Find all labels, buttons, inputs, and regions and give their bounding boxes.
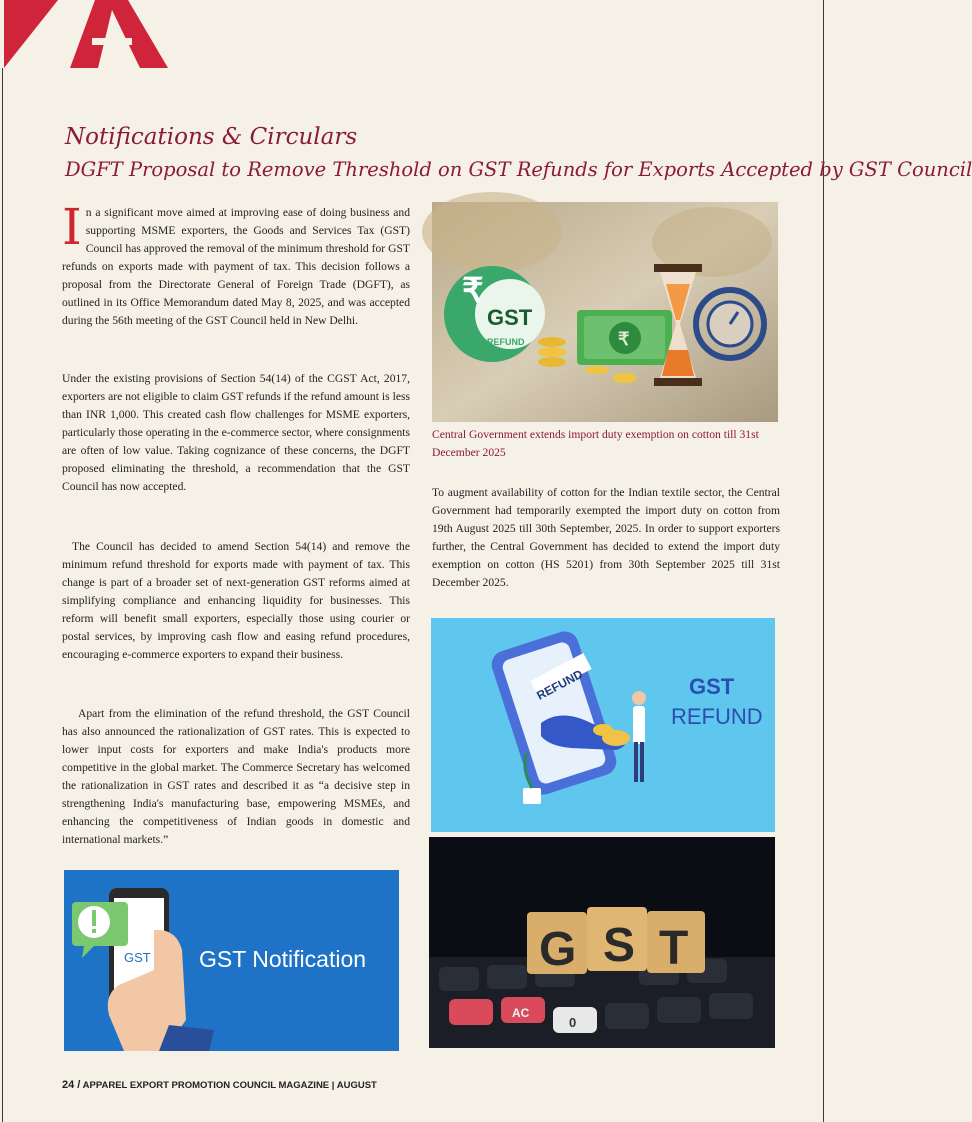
page-number: 24 / xyxy=(62,1079,81,1091)
refund-badge-label: REFUND xyxy=(487,337,525,347)
paragraph-2: Under the existing provisions of Section 54(14) of the CGST Act, 2017, exporters are not eligible to claim GST refunds if the refund amount is less than INR 1,000. This created cash flow challenges for MSME exporters, particularly those operating in the e-commerce sector, where consignments are often of low value. Taking cognizance of these concerns, the DGFT proposed eliminating the threshold, a recommendation that the GST Council has now accepted. xyxy=(62,372,410,493)
gst-refund-subtitle: REFUND xyxy=(671,704,763,729)
cotton-caption: Central Government extends import duty exemption on cotton till 31st December 2025 xyxy=(432,428,759,459)
gst-notification-image xyxy=(64,870,399,1051)
calculator-ac-key: AC xyxy=(512,1006,530,1020)
paragraph-1-text: n a significant move aimed at improving ease of doing business and supporting MSME exporters, the Goods and Services Tax (GST) Council has approved the removal of the minimum threshold for GST refunds on exports made with payment of tax. This decision follows a proposal from the Directorate General of Foreign Trade (DGFT), as outlined in its Office Memorandum dated May 8, 2025, and was accepted during the 56th meeting of the GST Council held in New Delhi. xyxy=(62,206,410,327)
block-letter-t: T xyxy=(659,922,689,975)
block-letter-s: S xyxy=(603,919,636,972)
article-title: DGFT Proposal to Remove Threshold on GST Refunds for Exports Accepted by GST Council xyxy=(65,158,972,181)
paragraph-3: The Council has decided to amend Section 54(14) and remove the minimum refund threshold for exports made with payment of tax. This change is part of a broader set of next-generation GST reforms aimed at simplifying compliance and enhancing liquidity for businesses. This reform will benefit small exporters, especially those using courier or postal services, by improving cash flow and easing refund procedures, encouraging e-commerce exporters to expand their business. xyxy=(62,540,410,661)
paragraph-1 xyxy=(62,198,410,330)
phone-refund-label: REFUND xyxy=(534,666,586,703)
calculator-zero-key: 0 xyxy=(569,1015,577,1030)
svg-text:₹: ₹ xyxy=(618,329,630,349)
paragraph-4: Apart from the elimination of the refund threshold, the GST Council has also announced the rationalization of GST rates. This is expected to lower input costs for exporters and make India's products more competitive in the global market. The Commerce Secretary has welcomed the rationalization in GST rates and described it as “a decisive step in strengthening India's manufacturing base, empowering MSMEs, and enhancing the competitiveness of Indian goods in domestic and international markets.” xyxy=(62,707,410,846)
gst-badge-label: GST xyxy=(487,305,533,330)
section-title: Notifications & Circulars xyxy=(65,124,358,150)
page-footer xyxy=(62,1079,377,1091)
cotton-paragraph: To augment availability of cotton for the Indian textile sector, the Central Government had temporarily exempted the import duty on cotton from 19th August 2025 till 30th September, 2025. In order to support exporters further, the Central Government has decided to extend the import duty exemption on cotton (HS 5201) from 30th September 2025 till 31st December 2025. xyxy=(432,486,780,589)
gst-refund-hourglass-image xyxy=(432,202,778,422)
gst-blocks-calculator-image xyxy=(429,837,775,1048)
block-letter-g: G xyxy=(539,923,577,976)
gst-refund-phone-image xyxy=(431,618,775,832)
notification-screen-label: GST xyxy=(124,950,151,965)
publication-name: APPAREL EXPORT PROMOTION COUNCIL MAGAZINE | AUGUST xyxy=(82,1080,377,1091)
gst-refund-title: GST xyxy=(689,674,735,699)
notification-text: GST Notification xyxy=(199,946,367,972)
rupee-symbol: ₹ xyxy=(462,272,484,310)
aepc-logo xyxy=(0,0,170,68)
drop-cap: I xyxy=(62,198,82,256)
